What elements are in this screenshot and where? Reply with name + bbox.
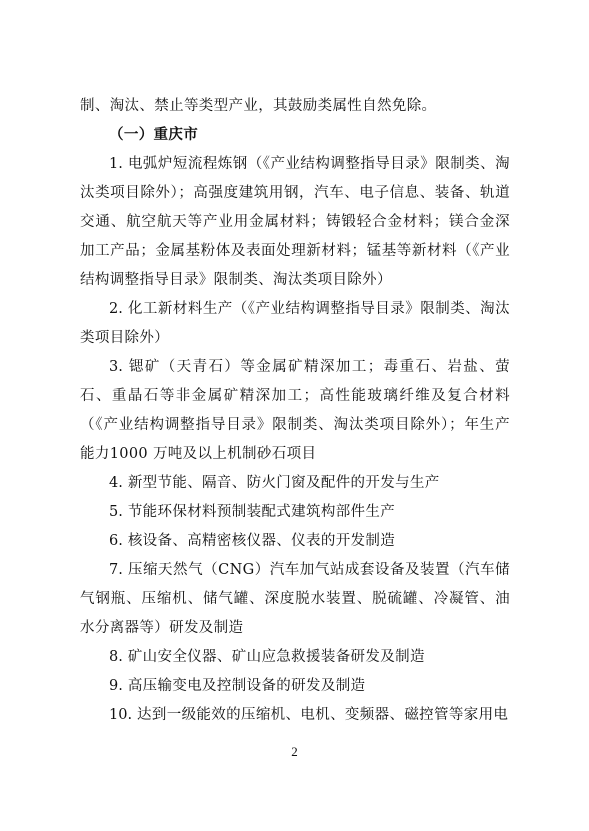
item-text: 达到一级能效的压缩机、电机、变频器、磁控管等家用电 xyxy=(137,707,509,723)
item-number: 5. xyxy=(109,504,123,520)
intro-continuation: 制、淘汰、禁止等类型产业，其鼓励类属性自然免除。 xyxy=(80,98,437,114)
list-item xyxy=(80,527,510,556)
list-item xyxy=(80,701,510,730)
item-number: 3. xyxy=(109,359,123,375)
item-number: 7. xyxy=(109,562,123,578)
list-item xyxy=(80,150,510,295)
item-text: 新型节能、隔音、防火门窗及配件的开发与生产 xyxy=(127,475,440,491)
list-item xyxy=(80,469,510,498)
list-item xyxy=(80,643,510,672)
section-heading-chongqing: （一）重庆市 xyxy=(109,127,199,143)
item-number: 9. xyxy=(109,678,123,694)
item-text: 高压输变电及控制设备的研发及制造 xyxy=(127,678,366,694)
list-item xyxy=(80,295,510,353)
item-text: 化工新材料生产（《产业结构调整指导目录》限制类、淘汰类项目除外） xyxy=(80,301,510,346)
list-item xyxy=(80,556,510,643)
page-number: 2 xyxy=(291,744,298,759)
list-item xyxy=(80,353,510,469)
item-text: 锶矿（天青石）等金属矿精深加工；毒重石、岩盐、萤石、重晶石等非金属矿精深加工；高性能玻璃纤维及复合材料（《产业结构调整指导目录》限制类、淘汰类项目除外）；年生产能力1000 万吨及以上机制砂石项目 xyxy=(80,359,510,462)
document-body xyxy=(80,92,510,730)
item-number: 2. xyxy=(109,301,123,317)
item-number: 1. xyxy=(109,156,123,172)
list-item xyxy=(80,498,510,527)
item-number: 8. xyxy=(109,649,123,665)
item-text: 矿山安全仪器、矿山应急救援装备研发及制造 xyxy=(127,649,425,665)
item-text: 节能环保材料预制装配式建筑构部件生产 xyxy=(127,504,396,520)
item-number: 4. xyxy=(109,475,123,491)
item-text: 压缩天然气（CNG）汽车加气站成套设备及装置（汽车储气钢瓶、压缩机、储气罐、深度脱水装置、脱硫罐、冷凝管、油水分离器等）研发及制造 xyxy=(80,562,510,636)
item-text: 电弧炉短流程炼钢（《产业结构调整指导目录》限制类、淘汰类项目除外）；高强度建筑用钢，汽车、电子信息、装备、轨道交通、航空航天等产业用金属材料；铸锻轻合金材料；镁合金深加工产品；金属基粉体及表面处理新材料；锰基等新材料（《产业结构调整指导目录》限制类、淘汰类项目除外） xyxy=(80,156,510,288)
list-item xyxy=(80,672,510,701)
item-number: 10. xyxy=(109,707,133,723)
item-text: 核设备、高精密核仪器、仪表的开发制造 xyxy=(127,533,396,549)
item-number: 6. xyxy=(109,533,123,549)
